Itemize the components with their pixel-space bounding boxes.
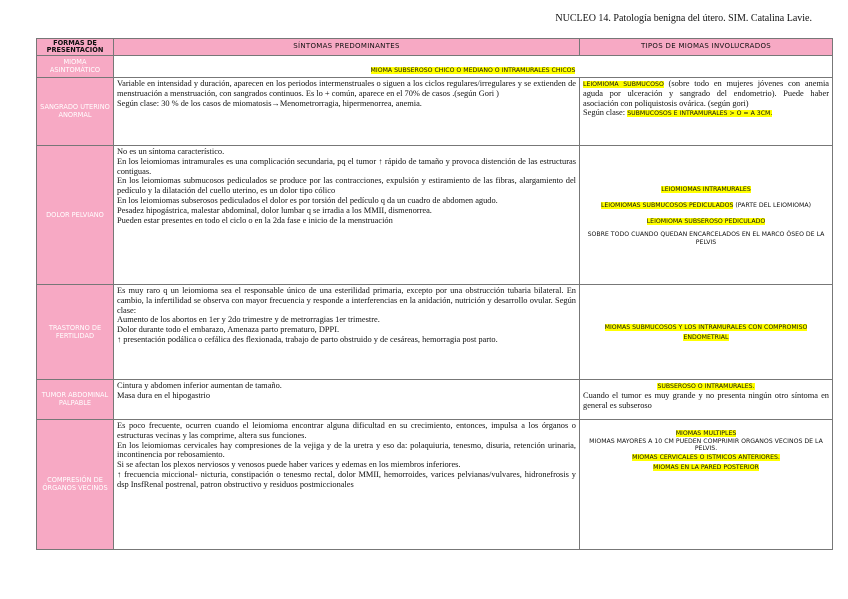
- category-cell: COMPRESIÓN DE ÓRGANOS VECINOS: [37, 419, 114, 549]
- tipo-highlight: MIOMAS MULTIPLES: [675, 429, 737, 437]
- symptom-paragraph: Cintura y abdomen inferior aumentan de tamaño.: [117, 380, 282, 390]
- column-header-tipos: TIPOS DE MIOMAS INVOLUCRADOS: [580, 39, 833, 56]
- symptom-paragraph: Si se afectan los plexos nerviosos y venosos puede haber varices y edemas en los miembros inferiores.: [117, 460, 461, 470]
- symptom-paragraph: Es muy raro q un leiomioma sea el responsable único de una esterilidad primaria, excepto por una obstrucción tubaria bilateral. En cambio, la infertilidad se observa con mayor frecuencia y responde a interferencias en la anidación, nutrición y desarrollo ovular. Según clase:: [117, 285, 576, 315]
- category-cell: TRASTORNO DE FERTILIDAD: [37, 284, 114, 379]
- category-cell: MIOMA ASINTOMÁTICO: [37, 55, 114, 77]
- category-cell: SANGRADO UTERINO ANORMAL: [37, 77, 114, 145]
- table-header-row: [37, 39, 833, 56]
- column-header-sintomas: SÍNTOMAS PREDOMINANTES: [114, 39, 580, 56]
- table-row-fertilidad: [37, 284, 833, 379]
- category-cell: DOLOR PELVIANO: [37, 145, 114, 284]
- symptom-paragraph: Es poco frecuente, ocurren cuando el leiomioma encontrar alguna dificultad en su crecimiento, entonces, impulsa a los órganos o estructuras vecinas y las comprime, altera sus funciones.: [117, 420, 576, 440]
- symptom-paragraph: ↑ frecuencia miccional- nicturia, constipación o tenesmo rectal, dolor MMII, hemorroides, varices pelvianas/vulvares, hidronefrosis y dsp InsfRenal postrenal, patron obstructivo y residuos postmiccionales: [117, 469, 576, 489]
- symptom-paragraph: Variable en intensidad y duración, aparecen en los periodos intermenstruales o siguen a los ciclos regulares/irregulares y se extienden de menstruación a menstruación, con sangrados continuos. Es lo + común, aparece en el 70% de casos .(según Gori ): [117, 78, 576, 98]
- category-cell: TUMOR ABDOMINAL PALPABLE: [37, 379, 114, 419]
- tipo-highlight: SUBSEROSO O INTRAMURALES.: [657, 382, 755, 390]
- tipo-highlight: LEIOMIOMAS SUBMUCOSOS PEDICULADOS: [600, 201, 734, 209]
- symptom-paragraph: Pesadez hipogástrica, malestar abdominal, dolor lumbar q se irradia a los MMII, dismenorrea.: [117, 205, 432, 215]
- symptom-cell: [114, 284, 580, 379]
- tipo-text: SOBRE TODO CUANDO QUEDAN ENCARCELADOS EN EL MARCO ÓSEO DE LA PELVIS: [587, 231, 825, 246]
- tipo-highlight: LEIOMIOMAS INTRAMURALES: [661, 185, 751, 193]
- tipo-cell: [580, 379, 833, 419]
- table-row-asintomatico: [37, 55, 833, 77]
- tipo-cell: [580, 284, 833, 379]
- symptom-paragraph: Pueden estar presentes en todo el ciclo o en la 2da fase e inicio de la menstruación: [117, 215, 393, 225]
- symptom-paragraph: En los leiomiomas subserosos pediculados el dolor es por torsión del pedículo q da un cuadro de abdomen agudo.: [117, 195, 498, 205]
- tipo-text: MIOMAS MAYORES A 10 CM PUEDEN COMPRIMIR ORGANOS VECINOS DE LA PELVIS.: [589, 437, 823, 452]
- symptom-cell: [114, 145, 580, 284]
- table-row-tumor: [37, 379, 833, 419]
- tipo-text: Según clase:: [583, 108, 628, 118]
- tipo-highlight: LEIOMIOMA SUBMUCOSO: [583, 80, 664, 88]
- symptom-paragraph: En los leiomiomas intramurales es una complicación secundaria, pq el tumor ↑ rápido de tamaño y provoca distención de las estructuras contiguas.: [117, 156, 576, 176]
- tipo-text: Cuando el tumor es muy grande y no presenta ningún otro síntoma en general es subseroso: [583, 390, 829, 410]
- tipo-highlight: MIOMAS SUBMUCOSOS Y LOS INTRAMURALES CON COMPROMISO ENDOMETRIAL: [604, 324, 808, 341]
- symptom-paragraph: ↑ presentación podálica o cefálica des flexionada, trabajo de parto obstruido y de cesáreas, hemorragia post parto.: [117, 334, 498, 344]
- table-row-compresion: [37, 419, 833, 549]
- tipo-cell: [580, 145, 833, 284]
- tipo-text: (sobre todo en mujeres jóvenes con anemia aguda por ulceración y sangrado del endometrio). Puede haber asociación con poliquistosis ovárica. (según gori): [583, 78, 830, 108]
- symptom-cell: [114, 419, 580, 549]
- tipo-highlight: SUBMUCOSOS E INTRAMURALES > O = A 3CM.: [627, 110, 773, 118]
- symptom-cell: [114, 379, 580, 419]
- tipo-highlight: LEIOMIOMA SUBSEROSO PEDICULADO: [646, 217, 766, 225]
- symptom-paragraph: Dolor durante todo el embarazo, Amenaza parto prematuro, DPPI.: [117, 325, 340, 335]
- symptom-paragraph: No es un síntoma característico.: [117, 146, 225, 156]
- tipo-cell: [580, 419, 833, 549]
- symptom-paragraph: Masa dura en el hipogastrio: [117, 390, 211, 400]
- tipo-highlight: MIOMA SUBSEROSO CHICO O MEDIANO O INTRAMURALES CHICOS: [370, 66, 576, 74]
- tipo-cell: [580, 77, 833, 145]
- symptom-paragraph: En los leiomiomas cervicales hay compresiones de la vejiga y de la uretra y eso da: polaquiuria, tenesmo, disuria, retención urinaria, incontinencia por rebosamiento.: [117, 440, 576, 460]
- document-header: NUCLEO 14. Patología benigna del útero. SIM. Catalina Lavie.: [555, 13, 812, 24]
- symptom-paragraph: En los leiomiomas submucosos pediculados se produce por las contracciones, expulsión y estiramiento de las fibras, alargamiento del pedículo y la dilatación del cuello uterino, es un dolor tipo cólico: [117, 176, 576, 196]
- column-header-formas: FORMAS DE PRESENTACIÓN: [37, 39, 114, 56]
- tipo-highlight: MIOMAS EN LA PARED POSTERIOR: [653, 464, 759, 471]
- symptom-paragraph: Aumento de los abortos en 1er y 2do trimestre y de metrorragias 1er trimestre.: [117, 315, 380, 325]
- table-row-dolor: [37, 145, 833, 284]
- merged-tipo-cell: [114, 55, 833, 77]
- presentation-table: [36, 38, 833, 550]
- table-row-sangrado: [37, 77, 833, 145]
- symptom-paragraph: Según clase: 30 % de los casos de miomatosis→Menometrorragia, hipermenorrea, anemia.: [117, 98, 422, 108]
- tipo-highlight: MIOMAS CERVICALES O ISTMICOS ANTERIORES.: [632, 454, 780, 462]
- tipo-text: (PARTE DEL LEIOMIOMA): [733, 201, 812, 209]
- symptom-cell: [114, 77, 580, 145]
